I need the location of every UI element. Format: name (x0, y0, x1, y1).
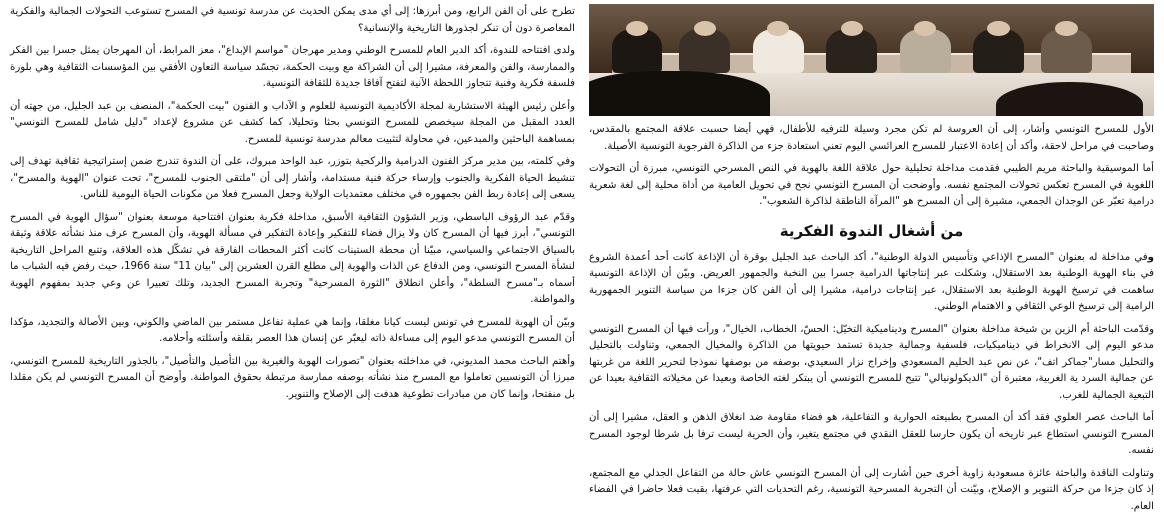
paragraph: أما الموسيقية والباحثة مريم الطيبي فقدمت مداخلة تحليلية حول علاقة اللغة بالهوية في النص المسرحي التونسي، مبرزة أن التحولات اللغوية في المسرح تعكس تحولات المجتمع نفسه. وأوضحت أن المسرح التونسي نجح في تحويل العامية من أداة محلية إلى لغة شعرية درامية تعبّر عن الوجدان الجمعي، مشيرة إلى أن المسرح هو "المرآة الناطقة لذاكرة الشعوب". (589, 163, 1154, 208)
paragraph: تطرح على أن الفن الرابع، ومن أبرزها: إلى أي مدى يمكن الحديث عن مدرسة تونسية في المسرح تستوعب التحولات الجمالية والفكرية المعاصرة دون أن تنكر لجذورها التاريخية والإنسانية؟ (10, 6, 575, 34)
photo-figure (679, 29, 730, 74)
paragraph: وقدّمت الباحثة أم الزين بن شيخة مداخلة بعنوان "المسرح وديناميكية التخيّل: الحسّ، الخطاب، الخيال"، ورأت فيها أن المسرح التونسي مدعو اليوم إلى الانخراط في ديناميكيات، فلسفية وجمالية جديدة تستمد حيويتها من الذاكرة والمخيال الجمعي، وتناولت بالتحليل والتحليل مسار"جماكر اتف"، عن نص عبد الحليم المسعودي وإخراج نزار السعيدي، بوصفه من بوصفها نموذجا لتحرير اللغة من غربتها عن جمالية السرد ية الغربية، معتبرة أن "الديكولونيالي" تتيح للمسرح التونسي أن يبتكر لغته الخاصة وبعيدا عن مخيلاته الثقافية بعيدا عن التبعية الجمالية للغرب. (589, 323, 1154, 401)
photo-foreground-right (996, 82, 1143, 116)
paragraph: الأول للمسرح التونسي وأشار، إلى أن العروسة لم تكن مجرد وسيلة للترفيه للأطفال، فهي أيضا حسبت علاقة المجتمع بالمقدس، وصاحبت في مراحل لاحقة، وأكد أن إعادة الاعتبار للمسرح العرائسي اليوم تعني استعادة جزء من الذاكرة الفرجوية التونسية الأصيلة. (589, 124, 1154, 152)
photo-figure (612, 29, 663, 74)
article-columns (10, 4, 1154, 512)
column-left (10, 4, 575, 441)
paragraph: وأعلن رئيس الهيئة الاستشارية لمجلة الأكاديمية التونسية للعلوم و الآداب و الفنون "بيت الحكمة"، المنصف بن عبد الجليل، من جهته أن العدد المقبل من المجلة سيخصص للمسرح التونسي بحثا وتحليلا، كما كشف عن مشروع لإعداد "دليل شامل للمسرح التونسي" بمساهمة الباحثين والمبدعين، في محاولة لتثبيت معالم مدرسة تونسية للمسرح. (10, 100, 575, 145)
paragraph: ولدى افتتاحه للندوة، أكد الدير العام للمسرح الوطني ومدير مهرجان "مواسم الإبداع"، معز المرابط، أن المهرجان يمثل جسرا بين الفكر والممارسة، والفن والمعرفة، مشيرا إلى أن الشراكة مع وبيت الحكمة، تجسّد سياسة التعاون الأفقي بين المؤسسات الثقافية وهي بلورة فلسفة فكرية وفنية تتجاوز اللحظة الآنية لتفتح آفاقا جديدة للثقافة التونسية. (10, 45, 575, 90)
photo-figure (753, 29, 804, 74)
conference-photo (589, 4, 1154, 116)
photo-figure (826, 29, 877, 74)
photo-figure (973, 29, 1024, 74)
paragraph: وفي مداخلة له بعنوان "المسرح الإذاعي وتأسيس الدولة الوطنية"، أكد الباحث عبد الجليل بوقرة أن الإذاعة كانت أحد أعمدة الشروع في بناء الهوية الوطنية بعد الاستقلال، وشكلت عبر إنتاجاتها الدرامية جسرا بين النخبة والجمهور العريض. وبيّن أن الإذاعة التونسية ساهمت في ترسيخ الهوية الوطنية بعد الاستقلال، عبر إنتاجات درامية، مشيرا إلى أن الفن كان جزءا من سياسة التنوير الجمهورية الرامية إلى ترسيخ الوعي الثقافي و الاهتمام الوطني. (589, 251, 1154, 313)
paragraph: وبيّن أن الهوية للمسرح في تونس ليست كيانا مغلقا، وإنما هي عملية تفاعل مستمر بين الماضي والكوني، وبين الأصالة والتجديد، مؤكدا أن المسرح التونسي مدعو اليوم إلى مساءلة ذاته ليعبّر عن إنسان هذا العصر بقلقه وأسئلته وأحلامه. (10, 316, 575, 345)
photo-foreground-left (589, 71, 770, 116)
paragraph: أما الباحث عصر العلوي فقد أكد أن المسرح بطبيعته الحوارية و التفاعلية، هو فضاء مقاومة ضد انغلاق الذهن و العقل، مشيرا إلى أن المسرح التونسي استطاع عبر تاريخه أن يكون حارسا للعقل النقدي في مجتمع يتغير، وأن الحرية ليست ترفا بل شرطا لوجود المسرح نفسه. (589, 412, 1154, 457)
section-heading: من أشغال الندوة الفكرية (779, 221, 964, 240)
column-right (589, 4, 1154, 512)
photo-figure (900, 29, 951, 74)
photo-figure (1041, 29, 1092, 74)
paragraph: وأهتم الباحث محمد المديوني، في مداخلته بعنوان "تصورات الهوية والغيرية بين التأصيل والتأصيل"، بالجذور التاريخية للمسرح التونسي، مبرزا أن التونسيين تعاملوا مع المسرح منذ نشأته بوصفه ممارسة مرتبطة بحقوق المواطنة. وأوضح أن المسرح التونسي لم يكن مقلدا بل منفتحا، وإنما كان من مبادرات تطوعية هدفت إلى الإصلاح والتنوير. (10, 355, 575, 400)
paragraph: وقدّم عبد الرؤوف الباسطي، وزير الشؤون الثقافية الأسبق، مداخلة فكرية بعنوان افتتاحية موسعة بعنوان "سؤال الهوية في المسرح التونسي"، أبرز فيها أن المسرح كان ولا يزال فضاء للتفكير وإعادة التفكير في مسألة الهوية، وأن المسرح عرف منذ نشأته علاقة وثيقة بالسياق الاجتماعي والسياسي، مبيّنا أن محطة الستينات كانت أكثر المحطات الفارقة في تشكّل هذه العلاقة، وتتبع المراحل التاريخية لنشأة المسرح التونسي، ومن الدفاع عن الذات والهوية إلى مطلع القرن العشرين إلى "بيان 11" سنة 1966، حيث رفض فيه الشباب ما أسماه بـ"مسرح السلطة"، وأعلن انطلاق "الثورة المسرحية" وتجربة المسرح الجديد، وتلك تعبيرا عن وعي جديد بمفهوم الهوية والمواطنة. (10, 211, 575, 306)
paragraph: وفي كلمته، بين مدير مركز الفنون الدرامية والركحية بتوزر، عبد الواحد مبروك، على أن الندوة تندرج ضمن إستراتيجية ثقافية تهدف إلى تنشيط الحياة الفكرية والجنوب وإرساء حركة فنية مستدامة، وأشار إلى أن "ملتقى الجنوب للمسرح"، تحت عنوان "الهوية والمسرح"، يسعى إلى إعادة ربط الفن بجمهوره في مختلف معتمديات الولاية وجعل المسرح فعلا من مكونات الحياة اليومية للناس. (10, 156, 575, 201)
paragraph: وتناولت الناقدة والباحثة عائزة مسعودية زاوية أخرى حين أشارت إلى أن المسرح التونسي عاش حالة من التفاعل الجدلي مع المجتمع، إذ كان جزءا من حركة التنوير و الإصلاح، وبيّنت أن التجربة المسرحية التونسية، رغم التحديات التي عرفتها، بقيت فعلا حاضرا في الفضاء العام. (589, 467, 1154, 512)
